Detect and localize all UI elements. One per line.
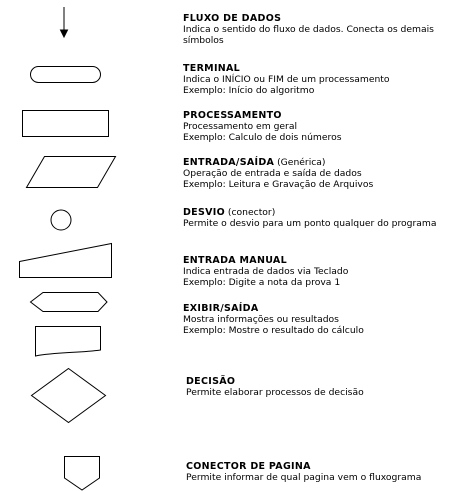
terminal-title: TERMINAL	[183, 63, 241, 74]
entrada-manual-title: ENTRADA MANUAL	[183, 255, 287, 266]
entrada-saida-description: Operação de entrada e saída de dados	[183, 168, 362, 180]
manual-input-symbol	[20, 244, 112, 278]
desvio-description: Permite o desvio para um ponto qualquer do programa	[183, 218, 437, 230]
entrada-saida-title: ENTRADA/SAÍDA	[183, 157, 275, 168]
desvio-title: DESVIO	[183, 207, 225, 218]
decision-symbol	[32, 369, 106, 423]
legend-entry-decisao	[186, 376, 364, 398]
terminal-description: Indica o INÍCIO ou FIM de um processamento	[183, 74, 390, 86]
fluxo-description: Indica o sentido do fluxo de dados. Conecta os demais símbolos	[183, 24, 434, 47]
processamento-title: PROCESSAMENTO	[183, 110, 282, 121]
entrada-saida-example: Exemplo: Leitura e Gravação de Arquivos	[183, 179, 374, 191]
legend-entry-processamento	[183, 110, 342, 144]
decisao-description: Permite elaborar processos de decisão	[186, 387, 364, 399]
entrada-saida-qualifier: (Genérica)	[274, 157, 326, 168]
legend-entry-fluxo	[183, 13, 455, 47]
document-symbol	[36, 327, 101, 357]
exibir-saida-title: EXIBIR/SAÍDA	[183, 303, 259, 314]
decisao-title: DECISÃO	[186, 376, 236, 387]
legend-entry-entrada-saida	[183, 157, 373, 191]
connector-symbol	[51, 210, 71, 230]
processamento-description: Processamento em geral	[183, 121, 298, 133]
terminal-example: Exemplo: Início do algoritmo	[183, 85, 315, 97]
exibir-saida-description: Mostra informações ou resultados	[183, 314, 339, 326]
terminal-symbol	[31, 67, 101, 83]
process-symbol	[23, 111, 109, 137]
input-output-symbol	[27, 157, 116, 188]
fluxo-title: FLUXO DE DADOS	[183, 13, 282, 24]
legend-entry-exibir-saida	[183, 303, 364, 337]
off-page-connector-symbol	[65, 457, 100, 491]
desvio-qualifier: (conector)	[224, 207, 276, 218]
legend-entry-terminal	[183, 63, 390, 97]
legend-entry-entrada-manual	[183, 255, 348, 289]
legend-entry-conector-pagina	[186, 461, 421, 483]
processamento-example: Exemplo: Calculo de dois números	[183, 132, 342, 144]
display-symbol	[31, 293, 108, 312]
conector-pagina-description: Permite informar de qual pagina vem o fluxograma	[186, 472, 422, 484]
flow-arrow-symbol	[61, 7, 68, 37]
conector-pagina-title: CONECTOR DE PAGINA	[186, 461, 311, 472]
entrada-manual-description: Indica entrada de dados via Teclado	[183, 266, 349, 278]
legend-entry-desvio	[183, 207, 455, 229]
entrada-manual-example: Exemplo: Digite a nota da prova 1	[183, 277, 341, 289]
exibir-saida-example: Exemplo: Mostre o resultado do cálculo	[183, 325, 364, 337]
